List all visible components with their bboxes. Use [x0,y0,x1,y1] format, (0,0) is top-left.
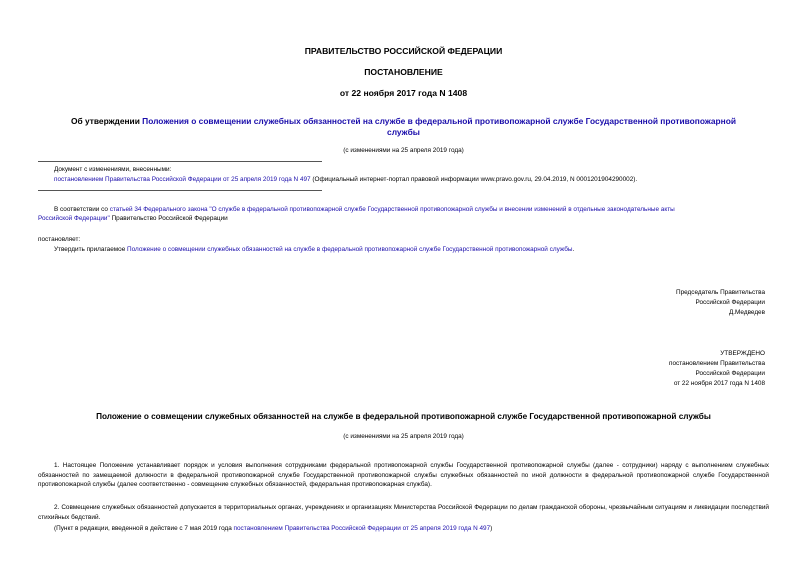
regulation-item-2 [38,503,769,522]
document-title [0,116,807,126]
title-regulation-link-cont[interactable]: службы [387,127,420,137]
amendments-line [54,175,637,184]
document-title-line2 [0,127,807,137]
approve-line [54,245,574,254]
preamble-start: В соответствии со [54,206,110,213]
revision-note: (с изменениями на 25 апреля 2019 года) [343,147,464,154]
government-heading: ПРАВИТЕЛЬСТВО РОССИЙСКОЙ ФЕДЕРАЦИИ [304,46,503,56]
amendment-decree-link[interactable]: постановлением Правительства Российской Федерации от 25 апреля 2019 года N 497 [54,176,311,183]
divider-bottom [38,190,322,191]
signature-name: Д.Медведев [728,309,765,316]
approved-line2: Российской Федерации [695,370,765,377]
resolves-text: постановляет: [38,236,81,243]
item-2-note [54,524,492,533]
item-2-text: 2. Совмещение служебных обязанностей допускается в территориальных органах, учреждениях и организациях Министерства Российской Федерации по делам гражданской обороны, чрезвычайным ситуациям и ликвидации последствий стихийных бедствий. [38,504,769,521]
divider-top [38,161,322,162]
federal-law-link[interactable]: статьей 34 Федерального закона "О службе в федеральной противопожарной службе Государственной противопожарной службы и внесении изменений в отдельные законодательные акты [109,206,675,213]
approved-line1: постановлением Правительства [669,360,765,367]
preamble-end: Правительство Российской Федерации [109,215,228,222]
regulation-item-1 [38,461,769,490]
item-2-note-link[interactable]: постановлением Правительства Российской Федерации от 25 апреля 2019 года N 497 [233,525,491,532]
document-date-number: от 22 ноября 2017 года N 1408 [339,88,468,98]
regulation-title: Положение о совмещении служебных обязанностей на службе в федеральной противопожарной службе Государственной противопожарной службы [96,412,711,421]
approve-suffix: . [572,246,575,253]
preamble-line1 [54,205,675,214]
signature-position: Председатель Правительства [676,289,765,296]
amendment-source: (Официальный интернет-портал правовой информации www.pravo.gov.ru, 29.04.2019, N 0001201904290002). [310,176,638,183]
amendments-intro: Документ с изменениями, внесенными: [54,166,172,173]
signature-country: Российской Федерации [695,299,765,306]
preamble-line2 [38,214,228,223]
regulation-link[interactable]: Положение о совмещении служебных обязанностей на службе в федеральной противопожарной службе Государственной противопожарной службы [127,246,573,253]
approved-title: УТВЕРЖДЕНО [720,350,765,357]
title-prefix: Об утверждении [71,116,143,126]
item-1-text: 1. Настоящее Положение устанавливает порядок и условия выполнения сотрудниками федеральной противопожарной службы Государственной противопожарной службы (далее - сотрудники) наряду с выполнением служебных обязанностей по замещаемой должности в федеральной противопожарной службе Государственной противопожарной службы служебных обязанностей по иной должности в федеральной противопожарной службе Государственной противопожарной службы (далее соответственно - совмещение служебных обязанностей, федеральная противопожарная служба). [38,462,769,489]
approved-line3: от 22 ноября 2017 года N 1408 [673,380,765,387]
approve-prefix: Утвердить прилагаемое [54,246,128,253]
federal-law-link-cont[interactable]: Российской Федерации" [38,215,110,222]
document-type-heading: ПОСТАНОВЛЕНИЕ [364,67,443,77]
regulation-revision-note: (с изменениями на 25 апреля 2019 года) [343,433,464,440]
title-regulation-link[interactable]: Положения о совмещении служебных обязанностей на службе в федеральной противопожарной службе Государственной противопожарной [142,116,736,126]
item-2-note-prefix: (Пункт в редакции, введенной в действие с 7 мая 2019 года [54,525,234,532]
item-2-note-suffix: ) [490,525,493,532]
